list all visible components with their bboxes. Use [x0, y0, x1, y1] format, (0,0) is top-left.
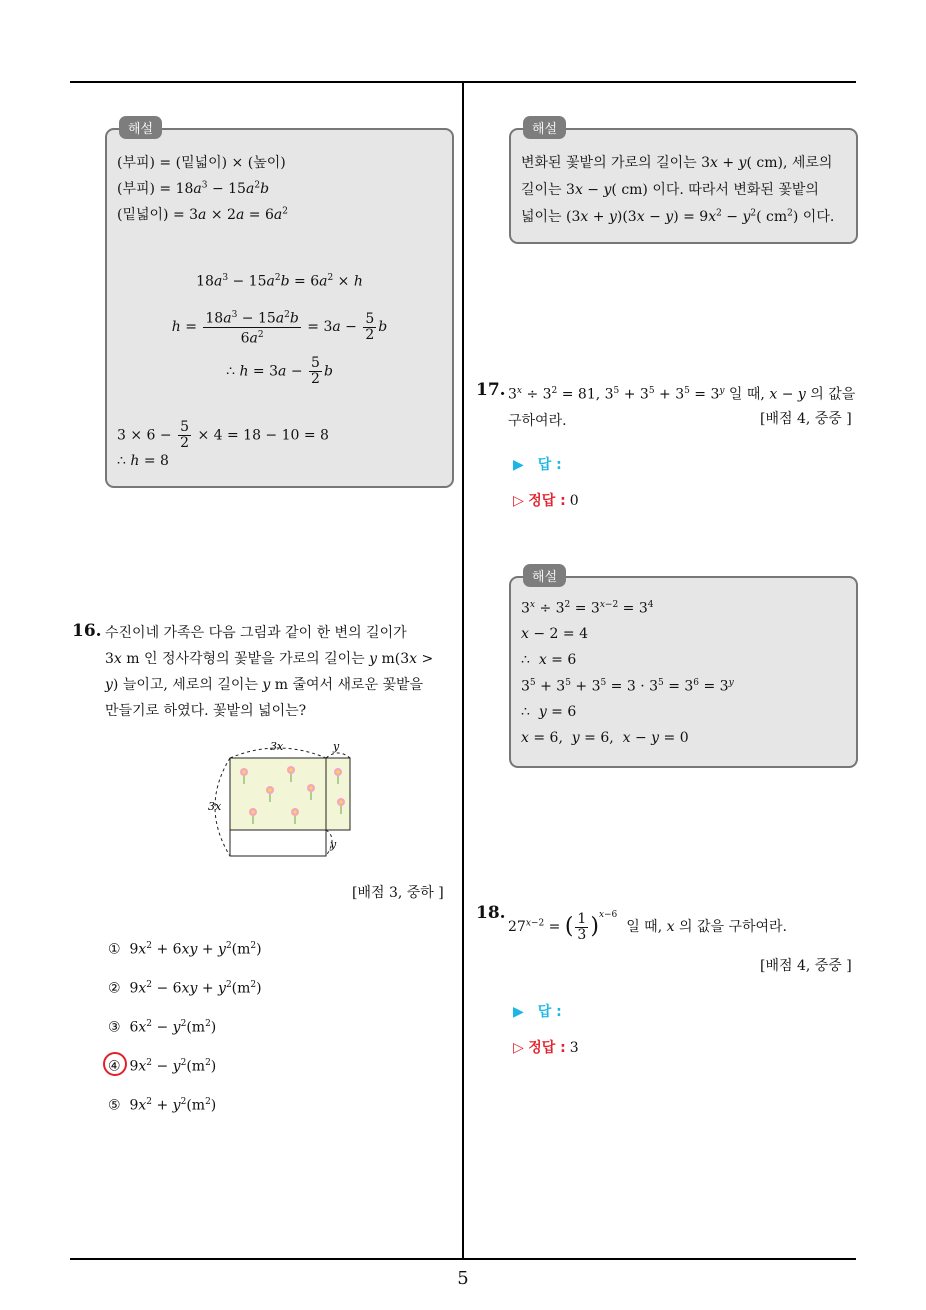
solution-line: 3 × 6 − $\frac{5}{2}$ × 4 = 18 − 10 = 8 — [117, 419, 329, 451]
question-number: 17. — [476, 380, 506, 400]
solution-line: $3^x \div 3^2 = 3^{x-2} = 3^4$ — [521, 600, 654, 617]
solution-equation: ∴ h = 3a − $\frac{5}{2}$ b — [226, 355, 333, 387]
solution-box-16 — [509, 122, 858, 244]
answer-triangle-icon: ▶ — [513, 1004, 524, 1020]
answer-triangle-icon: ▶ — [513, 457, 524, 473]
solution-line: 넓이는 $(3x + y)(3x - y) = 9x^2 - y^2$( $cm^2$) 이다. — [521, 208, 835, 225]
question-source: [배점 3, 중하 ] — [352, 885, 444, 901]
column-divider — [462, 82, 464, 1259]
correct-answer-row: ▷ 정답 : 0 — [513, 493, 579, 509]
option-2[interactable]: ② $9x^2 - 6xy + y^2(m^2)$ — [108, 980, 262, 997]
option-4[interactable]: ④ $9x^2 - y^2(m^2)$ — [108, 1058, 217, 1075]
bottom-rule — [70, 1258, 856, 1260]
question-number: 18. — [476, 903, 506, 923]
solution-line: (밑넓이) = $3a \times 2a = 6a^2$ — [117, 206, 288, 223]
page-number: 5 — [457, 1268, 469, 1289]
label-top-3x: 3x — [270, 740, 284, 753]
question-text: 수진이네 가족은 다음 그림과 같이 한 변의 길이가 3x m 인 정사각형의 꽃밭을 가로의 길이는 y m(3x > y) 늘이고, 세로의 길이는 y m 줄여서 새로운 꽃밭을 만들기로 하였다. 꽃밭의 넓이는? — [105, 625, 434, 719]
option-5[interactable]: ⑤ $9x^2 + y^2(m^2)$ — [108, 1097, 217, 1114]
correct-answer-row: ▷ 정답 : 3 — [513, 1040, 579, 1056]
garden-figure — [200, 738, 360, 862]
solution-line: x = 6, y = 6, x − y = 0 — [521, 730, 689, 746]
solution-line: 길이는 3x − y( cm) 이다. 따라서 변화된 꽃밭의 — [521, 182, 819, 198]
solution-tag: 해설 — [119, 116, 162, 139]
solution-line: $3^5 + 3^5 + 3^5 = 3 \cdot 3^5 = 3^6 = 3^y$ — [521, 678, 734, 695]
solution-equation: $18a^3 - 15a^2b = 6a^2 \times h$ — [196, 273, 363, 290]
solution-line: (부피) = (밑넓이) × (높이) — [117, 155, 286, 171]
solution-line: ∴ x = 6 — [521, 652, 577, 668]
question-source: [배점 4, 중중 ] — [760, 411, 852, 427]
selected-answer-circle — [103, 1052, 127, 1076]
solution-tag: 해설 — [523, 564, 566, 587]
solution-line: x − 2 = 4 — [521, 626, 588, 642]
solution-tag: 해설 — [523, 116, 566, 139]
label-left-3x: 3x — [208, 800, 222, 813]
label-right-bottom-y: y — [330, 838, 337, 851]
answer-input-row[interactable]: ▶ 답 : — [513, 1004, 562, 1020]
solution-equation: h = $\frac{18a^3 - 15a^2b}{6a^2}$ = 3a − $\frac{5}{2}$ b — [171, 310, 388, 347]
question-number: 16. — [72, 621, 102, 641]
solution-line: ∴ y = 6 — [521, 704, 577, 720]
solution-line: 변화된 꽃밭의 가로의 길이는 3x + y( cm), 세로의 — [521, 155, 833, 171]
question-source: [배점 4, 중중 ] — [760, 958, 852, 974]
option-3[interactable]: ③ $6x^2 - y^2(m^2)$ — [108, 1019, 217, 1036]
outline-triangle-icon: ▷ — [513, 493, 524, 509]
solution-line: ∴ h = 8 — [117, 453, 169, 469]
question-text: $27^{x-2}$ = ( $\frac{1}{3}$ )$^{x-6}$ 일 때, x 의 값을 구하여라. — [508, 910, 787, 943]
answer-input-row[interactable]: ▶ 답 : — [513, 457, 562, 473]
label-right-top-y: y — [333, 740, 340, 753]
solution-box-15 — [105, 122, 454, 488]
option-1[interactable]: ① $9x^2 + 6xy + y^2(m^2)$ — [108, 941, 262, 958]
solution-box-17 — [509, 570, 858, 768]
outline-triangle-icon: ▷ — [513, 1040, 524, 1056]
solution-line: (부피) = $18a^3 - 15a^2b$ — [117, 180, 270, 197]
question-text: $3^x \div 3^2 = 81$, $3^5 + 3^5 + 3^5 = 3^y$ 일 때, x − y 의 값을 구하여라. — [508, 386, 856, 429]
